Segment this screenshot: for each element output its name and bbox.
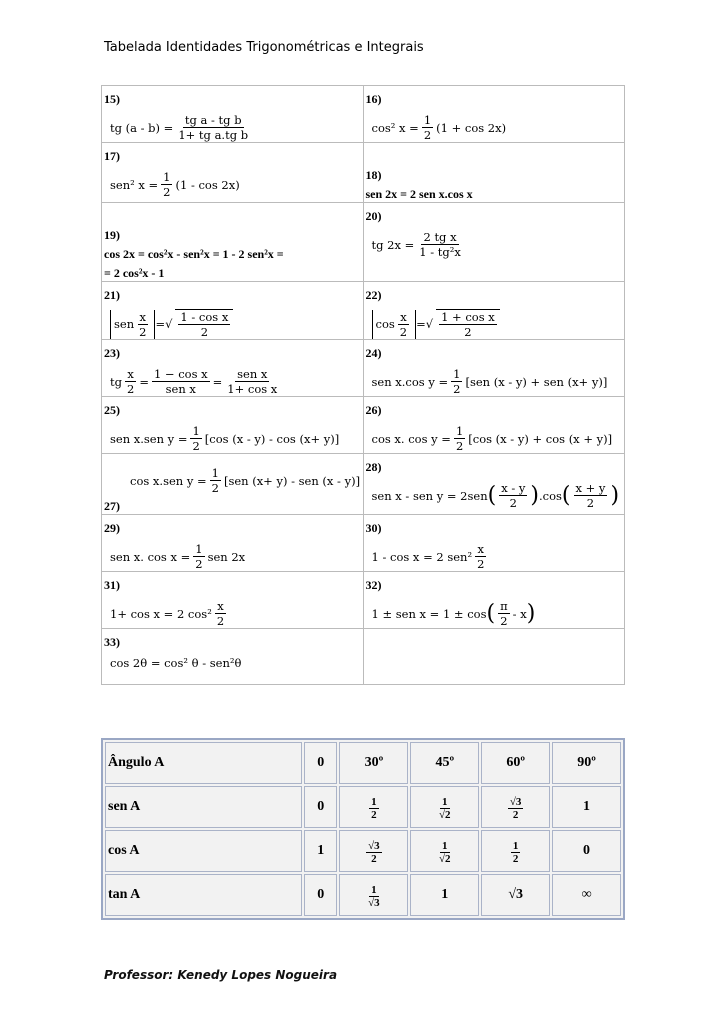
numerator: x <box>400 309 407 324</box>
denominator: 2 <box>139 324 147 339</box>
footer-author: Professor: Kenedy Lopes Nogueira <box>104 968 338 982</box>
formula-text: 1+ cos x = 2 cos² <box>110 606 212 621</box>
numerator: 1 − cos x <box>153 367 208 381</box>
denominator: √3 <box>368 896 380 909</box>
formula-text: [cos (x - y) + cos (x + y)] <box>468 431 613 446</box>
formula-cell-19 <box>102 203 364 282</box>
formula-number: 28) <box>365 460 382 474</box>
column-header: 90º <box>552 742 621 784</box>
numerator: 1 - cos x <box>180 310 229 324</box>
table-cell <box>410 786 479 828</box>
numerator: 1 <box>371 883 377 896</box>
denominator: 2 <box>163 185 171 199</box>
numerator: 1 <box>455 424 464 438</box>
numerator: x <box>139 309 147 324</box>
denominator: sen x <box>165 382 196 396</box>
formula-text: = <box>212 374 223 389</box>
denominator: 2 <box>512 808 519 821</box>
numerator: 1 <box>442 839 448 852</box>
numerator: 1 + cos x <box>441 310 495 324</box>
formula-cell-15 <box>102 86 364 143</box>
numerator: 1 <box>163 170 171 184</box>
table-cell: 0 <box>552 830 621 872</box>
square-root <box>175 309 233 339</box>
denominator: 2 <box>399 324 408 339</box>
formula-text: sen² x = <box>110 177 159 192</box>
table-row <box>105 786 621 828</box>
formula-text: .cos <box>538 488 562 503</box>
table-cell <box>410 830 479 872</box>
numerator: 1 <box>442 795 448 808</box>
formula-table <box>101 85 625 685</box>
denominator: 2 <box>200 325 209 339</box>
denominator: √2 <box>439 808 451 821</box>
formula-number: 18) <box>365 168 382 182</box>
formula-text: cos 2x = cos²x - sen²x = 1 - 2 sen²x = <box>104 247 284 261</box>
numerator: 1 <box>195 542 203 556</box>
denominator: 1+ cos x <box>227 382 278 396</box>
column-header: 0 <box>304 742 337 784</box>
formula-text: cos² x = <box>371 120 419 135</box>
formula-cell-17 <box>102 143 364 203</box>
denominator: 2 <box>195 557 203 571</box>
formula-text: cos x. cos y = <box>371 431 451 446</box>
formula-text: sen x - sen y = 2sen <box>371 488 488 503</box>
row-label: sen A <box>105 786 302 828</box>
numerator: x <box>127 367 134 381</box>
formula-text: sen 2x = 2 sen x.cos x <box>365 187 473 201</box>
numerator: 1 <box>211 466 219 480</box>
table-cell <box>339 786 408 828</box>
denominator: 2 <box>192 439 200 453</box>
numerator: x - y <box>501 481 526 495</box>
row-label: cos A <box>105 830 302 872</box>
numerator: x <box>477 542 484 556</box>
absolute-value <box>110 310 155 339</box>
formula-text: 1 ± sen x = 1 ± cos <box>371 606 487 621</box>
formula-text: sen 2x <box>207 549 246 564</box>
column-header: 30º <box>339 742 408 784</box>
denominator: 2 <box>500 614 508 628</box>
formula-cell-30 <box>363 515 625 572</box>
column-header: 60º <box>481 742 550 784</box>
column-header: Ângulo A <box>105 742 302 784</box>
numerator: 1 <box>512 839 519 852</box>
formula-text: cos <box>375 317 395 331</box>
numerator: √3 <box>509 795 522 808</box>
formula-text: sen x.cos y = <box>371 374 449 389</box>
formula-text: = <box>416 317 426 331</box>
absolute-value <box>372 310 417 339</box>
formula-number: 27) <box>104 499 120 513</box>
formula-number: 32) <box>365 578 382 592</box>
numerator: tg a - tg b <box>184 113 242 127</box>
formula-cell-16 <box>363 86 625 143</box>
formula-text: = <box>155 317 166 331</box>
table-row <box>105 874 621 916</box>
formula-number: 20) <box>365 209 382 223</box>
denominator: 2 <box>216 614 225 628</box>
formula-text: (1 - cos 2x) <box>175 177 240 192</box>
formula-number: 21) <box>104 288 120 302</box>
denominator: 2 <box>371 808 377 821</box>
formula-text: [cos (x - y) - cos (x+ y)] <box>204 431 340 446</box>
denominator: 2 <box>371 852 377 865</box>
formula-cell-24 <box>363 340 625 397</box>
table-cell: 1 <box>552 786 621 828</box>
formula-number: 30) <box>365 521 382 535</box>
table-cell: √3 <box>481 874 550 916</box>
formula-number: 23) <box>104 346 120 360</box>
formula-number: 25) <box>104 403 120 417</box>
denominator: √2 <box>439 852 451 865</box>
formula-cell-18 <box>363 143 625 203</box>
formula-cell-22: 22) cos $\frac{x}{2}$ = √ $\frac{\text{1 + cos x}}{2}$ <box>363 282 625 340</box>
numerator: 1 <box>371 795 377 808</box>
denominator: 1+ tg a.tg b <box>178 128 249 142</box>
formula-text: [sen (x - y) + sen (x+ y)] <box>465 374 608 389</box>
table-cell: 0 <box>304 786 337 828</box>
numerator: 1 <box>192 424 200 438</box>
denominator: 2 <box>453 382 461 396</box>
formula-cell-21: 21) sen $\frac{x}{2}$ = √ $\frac{\text{1 - cos x}}{2}$ <box>102 282 364 340</box>
table-row <box>105 830 621 872</box>
formula-number: 22) <box>365 288 382 302</box>
denominator: 2 <box>586 496 595 510</box>
numerator: sen x <box>237 367 268 381</box>
column-header: 45º <box>410 742 479 784</box>
denominator: 1 - tg²x <box>419 245 461 259</box>
formula-text: 1 - cos x = 2 sen² <box>371 549 473 564</box>
table-header-row <box>105 742 621 784</box>
square-root <box>436 309 500 339</box>
denominator: 2 <box>126 382 135 396</box>
trig-values-table <box>101 738 625 920</box>
formula-number: 31) <box>104 578 120 592</box>
formula-text: tg 2x = <box>371 237 415 252</box>
formula-text: sen <box>114 317 135 331</box>
table-cell <box>339 830 408 872</box>
formula-text: sen x.sen y = <box>110 431 188 446</box>
formula-number: 26) <box>365 403 382 417</box>
denominator: 2 <box>477 557 485 571</box>
formula-text: [sen (x+ y) - sen (x - y)] <box>223 473 361 488</box>
formula-number: 15) <box>104 92 120 106</box>
numerator: 1 <box>423 113 432 127</box>
table-cell <box>481 830 550 872</box>
denominator: 2 <box>512 852 519 865</box>
numerator: x <box>217 599 224 613</box>
denominator: 2 <box>455 439 464 453</box>
formula-cell-31 <box>102 572 364 629</box>
numerator: x + y <box>575 481 606 495</box>
formula-text: = <box>139 374 149 389</box>
page-header: Tabelada Identidades Trigonométricas e Integrais <box>104 40 424 55</box>
formula-text: = 2 cos²x - 1 <box>104 266 165 280</box>
numerator: π <box>500 599 508 613</box>
formula-cell-20 <box>363 203 625 282</box>
table-cell <box>481 786 550 828</box>
table-cell: 0 <box>304 874 337 916</box>
denominator: 2 <box>423 128 432 142</box>
formula-number: 19) <box>104 228 120 242</box>
denominator: 2 <box>211 481 219 495</box>
numerator: 2 tg x <box>423 230 457 244</box>
formula-text: (1 + cos 2x) <box>436 120 507 135</box>
numerator: 1 <box>453 367 461 381</box>
formula-cell-27 <box>102 454 364 515</box>
formula-cell-28: 28) sen x - sen y = 2sen ( $\frac{x - y}{2}$ ) .cos ( $\frac{x + y}{2}$ ) <box>363 454 625 515</box>
table-cell: 1 <box>304 830 337 872</box>
formula-text: cos x.sen y = <box>130 473 207 488</box>
formula-text: tg (a - b) = <box>110 120 174 135</box>
formula-cell-32: 32) 1 ± sen x = 1 ± cos ( $\frac{\pi}{2}$ - x ) <box>363 572 625 629</box>
formula-cell-29 <box>102 515 364 572</box>
formula-cell-empty <box>363 629 625 685</box>
formula-text: cos 2θ = cos² θ - sen²θ <box>110 656 242 670</box>
formula-number: 29) <box>104 521 120 535</box>
formula-text: sen x. cos x = <box>110 549 191 564</box>
numerator: √3 <box>368 839 380 852</box>
table-cell: ∞ <box>552 874 621 916</box>
formula-number: 17) <box>104 149 120 163</box>
formula-number: 24) <box>365 346 382 360</box>
formula-text: - x <box>512 606 527 621</box>
formula-cell-25 <box>102 397 364 454</box>
formula-cell-26 <box>363 397 625 454</box>
denominator: 2 <box>509 496 517 510</box>
formula-number: 33) <box>104 635 120 649</box>
formula-number: 16) <box>365 92 382 106</box>
denominator: 2 <box>464 325 472 339</box>
formula-text: tg <box>110 374 122 389</box>
table-cell <box>339 874 408 916</box>
row-label: tan A <box>105 874 302 916</box>
formula-cell-23 <box>102 340 364 397</box>
formula-cell-33 <box>102 629 364 685</box>
table-cell: 1 <box>410 874 479 916</box>
